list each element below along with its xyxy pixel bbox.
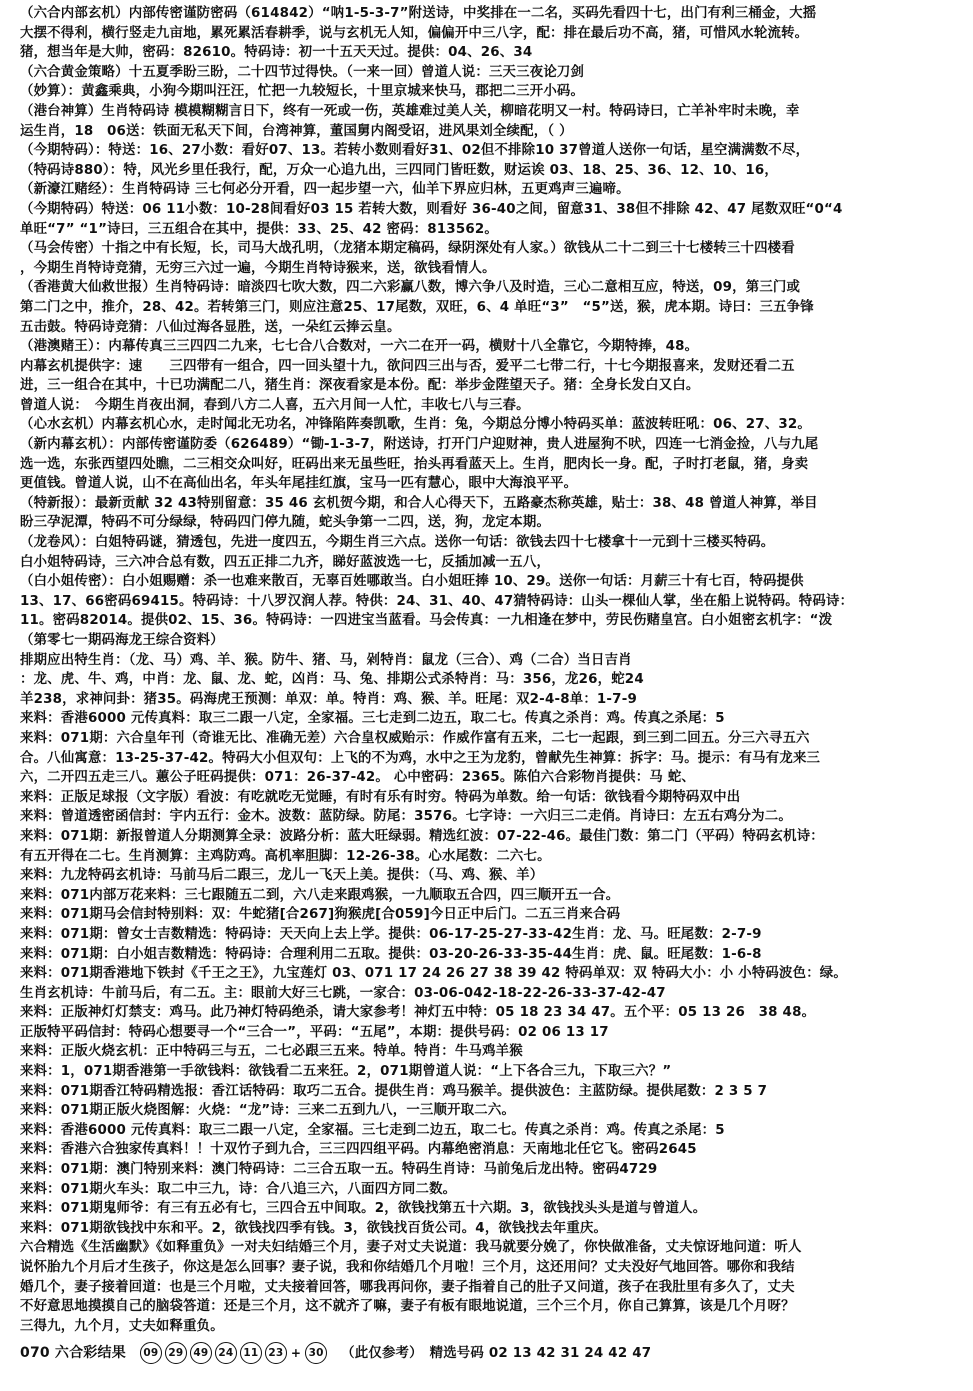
text-line: 来料：071期：曾女士吉数精选：特码诗：天天向上去上学。提供：06-17-25-27-33-42生肖：龙、马。旺尾数：2-7-9 [20,926,762,942]
result-ball: 49 [190,1342,212,1364]
text-line: （龙卷风）：白姐特码谜，猜透包，先进一度四五，今期生肖三六点。送你一句话：欲钱去四十七楼拿十一元到十三楼买特码。 [20,535,775,551]
text-line: 单旺“7” “1”诗曰，三五组合在其中，提供：33、25、42 密码：813562。 [20,221,498,237]
result-ball: 23 [265,1342,287,1364]
text-line: （新濠江赌经）：生肖特码诗 三七何必分开看，四一起步望一六，仙羊下界应归林，五更鸡声三遍啼。 [20,182,630,198]
result-ball: 29 [165,1342,187,1364]
text-line: （妙算）：黄鑫乘典，小狗今期叫汪汪，忙把一九较短长，十里京城来快马，郡把二三开小码。 [20,84,585,100]
text-line: 进，三一组合在其中，十已功满配二八，猪生肖：深夜看家是本份。配：举步金陛望天子。猪：全身长发白又白。 [20,378,700,394]
text-line: 13、17、66密码69415。特码诗：十八罗汉润人荐。特供：24、31、40、47猜特码诗：山头一棵仙人掌，坐在船上说特码。特码诗： [20,593,854,609]
text-line: 来料：071期马会信封特别料：双：牛蛇猪[合267]狗猴虎[合059]今日正中后门。二五三肖来合码 [20,907,621,923]
text-line: 来料：九龙特码玄机诗：马前马后二跟三，龙儿一飞天上美。提供：（马、鸡、猴、羊） [20,868,544,884]
text-line: 来料：071期鬼师爷：有三有五必有七，三四合五中间取。2，欲钱找第五十六期。3，欲钱找头头是道与曾道人。 [20,1201,707,1217]
text-line: 来料：071期火车头：取二中三九，诗：合八追三六，八面四方同二数。 [20,1181,457,1197]
text-line: （港澳赌王）：内幕传真三三四四二九来，七七合八合数对，一六二在开一码，横财十八全靠它，今期特捧，48。 [20,339,699,355]
text-line: 不好意思地摸摸自己的脑袋答道：还是三个月，这不就齐了嘛，妻子有板有眼地说道，三个三个月，你自己算算，该是几个月呀？ [20,1299,795,1315]
text-line: 婚几个，妻子接着回道：也是三个月啦，丈夫接着回答，哪我再问你，妻子指着自己的肚子又问道，孩子在我肚里有多久了，丈夫 [20,1279,795,1295]
text-line: 来料：071内部万花来料：三七跟随五二到，六八走来跟鸡猴，一九顺取五合四，四三顺开五一合。 [20,887,620,903]
result-balls [140,1342,327,1364]
text-line: 来料：1，071期香港第一手欲钱料：欲钱看二五来狂。2，071期曾道人说：“上下各合三九，下取三六？” [20,1064,672,1080]
plus-icon: + [290,1345,302,1360]
text-line: 合。八仙寓意：13-25-37-42。特码大小但双句：上飞的不为鸡，水中之王为龙豹，曾献先生神算：拆字：马。提示：有马有龙来三 [20,750,821,766]
text-line: 来料：071期香港地下铁封《千王之王》，九宝莲灯 03、071 17 24 26 27 38 39 42 特码单双：双 特码大小：小 小特码波色：绿。 [20,966,847,982]
text-line: 五击鼓。特码诗竞猜：八仙过海各显胜，送，一朵红云捧云皇。 [20,319,401,335]
text-line: 选一选，东张西望四处瞧，二三相交众叫好，旺码出来无虽些旺，抬头再看蓝天上。生肖，肥肉长一身。配，子时打老鼠，猪，身卖 [20,456,809,472]
text-line: 来料：曾道透密函信封：宇内五行：金木。波数：蓝防绿。防尾：3576。七字诗：一六归三二走俏。肖诗曰：左五右鸡分为二。 [20,809,792,825]
text-line: 大摆不得利，横行竖走九亩地，累死累活春耕季，说与玄机无人知，偏偏开中三八字，配：排在最后功不高，猪，可惜风水轮流转。 [20,25,809,41]
text-line: 曾道人说： 今期生肖夜出洞，春到八方二人喜，五六月间一人忙，丰收七八与三春。 [20,397,530,413]
text-line: 来料：071期：澳门特别来料：澳门特码诗：二三合五取一五。特码生肖诗：马前兔后龙出特。密码4729 [20,1162,658,1178]
results-note: （此仅参考） 精选号码 02 13 42 31 24 42 47 [341,1345,652,1361]
text-line: 来料：正版神灯灯禁支：鸡马。此乃神灯特码绝杀，请大家参考！神灯五中特：05 18 23 34 47。五个平：05 13 26 38 48。 [20,1005,816,1021]
text-line: （六合内部玄机）内部传密谨防密码（614842）“呐1-5-3-7”附送诗，中奖排在一二名，买码先看四十七，出门有利三桶金，大摇 [20,6,817,21]
results-bar [20,1340,959,1366]
text-line: （心水玄机）内幕玄机心水，走时闻北无功名，冲锋陷阵奏凯歌，生肖：兔，今期总分博小特码买单：蓝波转旺吼：06、27、32。 [20,417,811,433]
results-label: 070 六合彩结果 [20,1344,126,1361]
text-line: （特新报）：最新贡献 32 43特别留意：35 46 玄机贺今期，和合人心得天下，五路豪杰称英雄，贴士：38、48 曾道人神算，举目 [20,495,818,511]
result-ball: 09 [140,1342,162,1364]
text-line: 来料：正版足球报（文字版）看波：有吃就吃无觉睡，有时有乐有时穷。特码为单数。给一句话：欲钱看今期特码双中出 [20,789,741,805]
text-line: 排期应出特生肖：（龙、马）鸡、羊、猴。防牛、猪、马，剁特肖：鼠龙（三合）、鸡（二合）当日吉肖 [20,652,632,668]
text-line: （今期特码）：特送：16、27小数：看好07、13。若转小数则看好31、02但不排除10 37曾道人送你一句话，星空满满数不尽， [20,143,810,159]
text-line: 猪，想当年是大帅，密码：82610。特码诗：初一十五天天过。提供：04、26、34 [20,45,533,61]
result-ball: 24 [215,1342,237,1364]
text-line: 六合精选《生活幽默》《如释重负》一对夫妇结婚三个月，妻子对丈夫说道：我马就要分娩了，你快做准备，丈夫惊讶地问道：听人 [20,1240,802,1256]
text-line: 来料：正版火烧玄机：正中特码三与五，二七必跟三五来。特单。特肖：牛马鸡羊猴 [20,1044,523,1060]
text-line: 来料：071期：白小姐吉数精选：特码诗：合理利用二五取。提供：03-20-26-33-35-44生肖：虎、鼠。旺尾数：1-6-8 [20,946,762,962]
result-ball: 11 [240,1342,262,1364]
document-body [20,4,959,1336]
text-line: 更值钱。曾道人说，山不在高仙出名，年头年尾挂红旗，宝马一匹有慧心，眼中大海浪平平。 [20,476,578,492]
text-line: 第二门之中，推介，28、42。若转第三门，则应注意25、17尾数，双旺，6、4 单旺“3” “5”送，猴，虎本期。诗曰：三五争锋 [20,299,814,315]
text-line: 运生肖，18 06送：铁面无私天下间，台湾神算，董国舅内阁受诏，进风果刘全续配，（ ） [20,123,573,139]
text-line: 白小姐特码诗，三六冲合总有数，四五正排二九齐，睇好蓝波选一七，反插加减一五八， [20,554,551,570]
text-line: 内幕玄机提供字：速 三四带有一组合，四一回头望十九，欲问四三出与否，爱平二七带二行，十七今期报喜来，发财还看二五 [20,358,795,374]
text-line: 三得九，九个月，丈夫如释重负。 [20,1318,224,1334]
text-line: 来料：香港6000 元传真料：取三二跟一八定，全家福。三七走到二边五，取二七。传真之杀肖：鸡。传真之杀尾：5 [20,1122,725,1138]
text-line: 有五开得在二七。生肖测算：主鸡防鸡。高机率胆脚：12-26-38。心水尾数：二六七。 [20,848,551,864]
text-line: （白小姐传密）：白小姐赐赠：杀一也难来散百，无辜百姓哪敢当。白小姐旺捧 10、29。送你一句话：月薪三十有七百，特码提供 [20,574,804,590]
text-line: 来料：071期：六合皇年刊（奇谁无比、准确无差）六合皇权威贻示：作威作富有五来，二七一起跟，到三到二回五。分三六寻五六 [20,730,810,746]
text-line: 羊238，求神问卦：猪35。码海虎王预测：单双：单。特肖：鸡、猴、羊。旺尾：双2-4-8单：1-7-9 [20,691,637,707]
text-line: （第零七一期码海龙王综合资料） [20,633,224,648]
text-line: （特码诗880）：特，风光乡里任我行，配，万众一心追九出，三四同门皆旺数，财运诶 03、18、25、36、12、10、16， [20,162,778,178]
text-line: ，今期生肖特诗竞猜，无穷三六过一遍，今期生肖特诗猴来，送，欲钱看情人。 [20,260,496,276]
text-line: （今期特码）特送：06 11小数：10-28间看好03 15 若转大数，则看好 36-40之间，留意31、38但不排除 42、47 尾数双旺“0“4 [20,201,843,217]
text-line: （马会传密）十指之中有长短，长，司马大战孔明，（龙猪本期定稿码，绿阴深处有人家。）欲钱从二十二到三十七楼转三十四楼看 [20,241,795,257]
text-line: （港台神算）生肖特码诗 模模糊糊言日下，终有一死或一伤，英雄难过美人关，柳暗花明又一村。特码诗曰，亡羊补牢时未晚，幸 [20,103,800,119]
text-line: 盼三孕泥潭，特码不可分绿绿，特码四门停九随，蛇头争第一二四，送，狗，龙定本期。 [20,515,551,531]
text-line: 来料：071期正版火烧图解：火烧：“龙”诗：三来二五到九八，一三顺开取二六。 [20,1103,516,1119]
text-line: （香港黄大仙救世报）生肖特码诗：暗淡四七吹大数，四二六彩赢八数，博六争八及时造，三心二意相互应，特送，09，第三门或 [20,280,801,296]
text-line: 生肖玄机诗：牛前马后，有二五。主：眼前大好三七跳，一家合：03-06-042-18-22-26-33-37-42-47 [20,985,666,1001]
text-line: 来料：071期香江特码精选报：香江话特码：取巧二五合。提供生肖：鸡马猴羊。提供波色：主蓝防绿。提供尾数：2 3 5 7 [20,1083,768,1099]
text-line: 11。密码82014。提供02、15、36。特码诗：一四进宝当蓝看。马会传真：一九相逢在梦中，劳民伤赌皇宫。白小姐密玄机字：“泼 [20,613,833,629]
text-line: 来料：071期欲钱找中东和平。2，欲钱找四季有钱。3，欲钱找百货公司。4，欲钱找去年重庆。 [20,1220,608,1236]
text-line: 来料：071期：新报曾道人分期测算全录：波路分析：蓝大旺绿弱。精选红波：07-22-46。最佳门数：第二门（平码）特码玄机诗： [20,828,824,844]
text-line: 说怀胎九个月后才生孩子，你这是怎么回事？妻子说，我和你结婚几个月啦！三个月，这还用问？丈夫没好气地回答。哪你和我结 [20,1260,795,1275]
text-line: 来料：香港六合独家传真料！！十双竹子到九合，三三四四组平码。内幕绝密消息：天南地北任它飞。密码2645 [20,1142,697,1158]
text-line: （新内幕玄机）：内部传密谨防委（626489）“锄-1-3-7，附送诗，打开门户迎财神，贵人进屋狗不吠，四连一七消金捡，八与九尾 [20,437,819,453]
text-line: 来料：香港6000 元传真料：取三二跟一八定，全家福。三七走到二边五，取二七。传真之杀肖：鸡。传真之杀尾：5 [20,711,725,727]
text-line: （六合黄金策略）十五夏季盼三盼，二十四节过得快。（一来一回）曾道人说：三天三夜论刀剑 [20,64,585,80]
special-ball: 30 [305,1342,327,1364]
text-line: 正版特平码信封：特码心想要寻一个“三合一”，平码：“五尾”，本期：提供号码：02 06 13 17 [20,1024,609,1040]
text-line: ：龙、虎、牛、鸡，中肖：龙、鼠、龙、蛇，凶肖：马、兔、排期公式杀特肖：马：356，龙26，蛇24 [20,672,644,688]
text-line: 六，二开四五走三八。蕙公子旺码提供：071：26-37-42。 心中密码：2365。陈伯六合彩物肖提供：马 蛇、 [20,770,695,786]
